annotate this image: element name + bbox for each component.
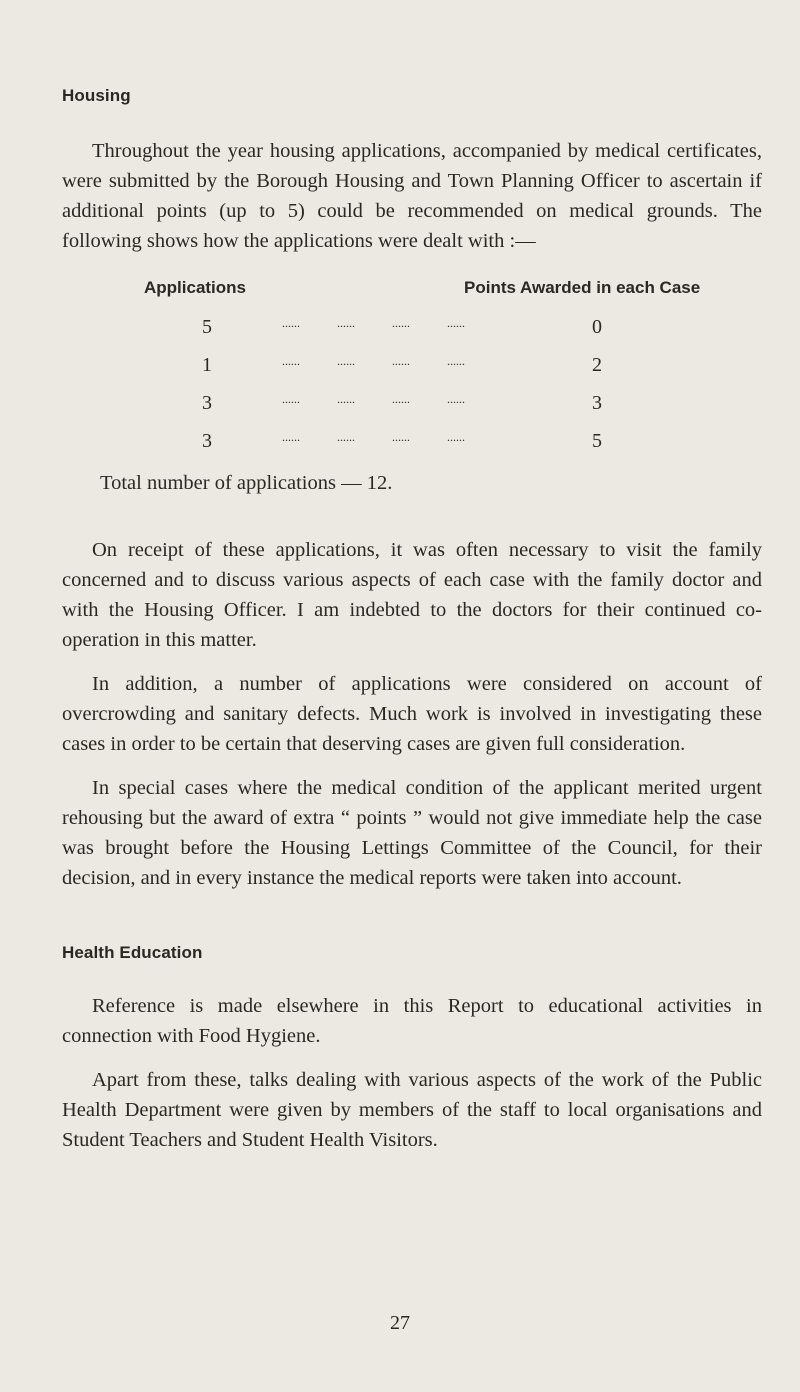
health-education-paragraph-talks: Apart from these, talks dealing with various aspects of the work of the Public Health Department were given by members of the staff to local organisations and Student Teachers and Student Health Visitors.: [62, 1069, 762, 1151]
table-row: [62, 354, 762, 392]
housing-paragraph-overcrowding: In addition, a number of applications were considered on account of overcrowding and sanitary defects. Much work is involved in investigating these cases in order to be certain that deserving cases are given full consideration.: [62, 673, 762, 755]
applications-value: 5: [202, 316, 212, 338]
points-value: 5: [592, 430, 602, 452]
applications-value: 3: [202, 392, 212, 414]
table-row: [62, 316, 762, 354]
table-row: [62, 392, 762, 430]
dot-leader: ...... ...... ...... ......: [282, 430, 465, 444]
page-number: 27: [390, 1312, 410, 1334]
dot-leader: ...... ...... ...... ......: [282, 354, 465, 368]
table-row: [62, 430, 762, 468]
document-page: [62, 86, 762, 1155]
points-value: 0: [592, 316, 602, 338]
points-table-header: [62, 278, 762, 304]
housing-intro-paragraph: Throughout the year housing applications, accompanied by medical certificates, were submitted by the Borough Housing and Town Planning Officer to ascertain if additional points (up to 5) could be recommended on medical grounds. The following shows how the applications were dealt with :—: [62, 140, 762, 252]
points-value: 2: [592, 354, 602, 376]
dot-leader: ...... ...... ...... ......: [282, 316, 465, 330]
points-value: 3: [592, 392, 602, 414]
housing-paragraph-special-cases: In special cases where the medical condition of the applicant merited urgent rehousing but the award of extra “ points ” would not give immediate help the case was brought before the Housing Lettings Committee of the Council, for their decision, and in every instance the medical reports were taken into account.: [62, 777, 762, 889]
health-education-paragraph-food-hygiene: Reference is made elsewhere in this Report to educational activities in connection with Food Hygiene.: [62, 995, 762, 1047]
applications-value: 1: [202, 354, 212, 376]
health-education-heading: Health Education: [62, 943, 203, 962]
applications-value: 3: [202, 430, 212, 452]
total-applications: Total number of applications — 12.: [100, 472, 393, 494]
housing-heading: Housing: [62, 86, 131, 105]
points-column-header: Points Awarded in each Case: [464, 278, 701, 297]
housing-paragraph-visits: On receipt of these applications, it was often necessary to visit the family concerned and to discuss various aspects of each case with the family doctor and with the Housing Officer. I am indebted to the doctors for their continued co-operation in this matter.: [62, 539, 762, 651]
points-table: [62, 278, 762, 468]
dot-leader: ...... ...... ...... ......: [282, 392, 465, 406]
applications-column-header: Applications: [144, 278, 247, 297]
